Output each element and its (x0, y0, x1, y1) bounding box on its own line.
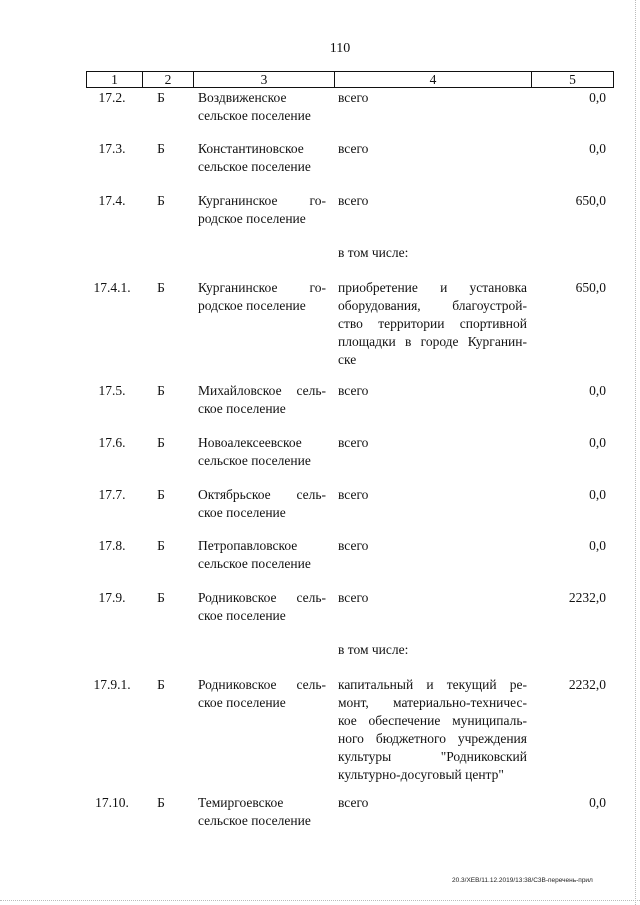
text-line: монт, материально-техничес- (338, 695, 527, 710)
row-number: 17.8. (98, 538, 126, 553)
amount-value: 0,0 (589, 795, 606, 810)
row-category: Б (157, 538, 165, 553)
scan-bottom-edge (0, 899, 640, 901)
text-line: площадки в городе Курганин- (338, 334, 527, 349)
settlement-name (198, 676, 326, 712)
text-line: родское поселение (198, 298, 306, 313)
row-category: Б (157, 383, 165, 398)
settlement-name (198, 537, 326, 573)
text-line: кое обеспечение муниципаль- (338, 713, 527, 728)
row-category: Б (157, 193, 165, 208)
text-line: всего (338, 435, 369, 450)
header-col-3: 3 (260, 72, 268, 87)
text-line: Курганинское го- (198, 280, 326, 295)
amount-value: 650,0 (575, 280, 606, 295)
amount-value: 0,0 (589, 141, 606, 156)
purpose-text (338, 279, 527, 369)
amount-value: 0,0 (589, 90, 606, 105)
text-line: культуры "Родниковский (338, 749, 527, 764)
text-line: сельское поселение (198, 813, 311, 828)
row-number: 17.10. (95, 795, 129, 810)
table-header-row (86, 71, 614, 88)
text-line: Петропавловское (198, 538, 298, 553)
text-line: сельское поселение (198, 453, 311, 468)
text-line: сельское поселение (198, 108, 311, 123)
row-category: Б (157, 487, 165, 502)
text-line: Константиновское (198, 141, 304, 156)
text-line: Новоалексеевское (198, 435, 302, 450)
row-number: 17.5. (98, 383, 126, 398)
purpose-text (338, 89, 527, 107)
text-line: всего (338, 141, 369, 156)
row-category: Б (157, 141, 165, 156)
purpose-text (338, 382, 527, 400)
text-line: Октябрьское сель- (198, 487, 326, 502)
header-col-4: 4 (429, 72, 437, 87)
row-number: 17.9.1. (93, 677, 131, 692)
settlement-name (198, 192, 326, 228)
amount-value: 0,0 (589, 487, 606, 502)
row-category: Б (157, 90, 165, 105)
row-number: 17.6. (98, 435, 126, 450)
row-number: 17.3. (98, 141, 126, 156)
row-category: Б (157, 280, 165, 295)
text-line: капитальный и текущий ре- (338, 677, 527, 692)
row-category: Б (157, 677, 165, 692)
text-line: Курганинское го- (198, 193, 326, 208)
text-line: ское поселение (198, 401, 286, 416)
text-line: ское поселение (198, 695, 286, 710)
purpose-text (338, 192, 527, 210)
header-col-1: 1 (111, 72, 118, 87)
row-number: 17.4. (98, 193, 126, 208)
footer-document-code: 20.3/ХЕВ/11.12.2019/13:38/С3В-перечень-прил (452, 877, 593, 884)
settlement-name (198, 589, 326, 625)
text-line: всего (338, 795, 369, 810)
text-line: родское поселение (198, 211, 306, 226)
page-number: 110 (329, 41, 351, 56)
row-number: 17.4.1. (93, 280, 131, 295)
header-col-5: 5 (569, 72, 576, 87)
text-line: всего (338, 590, 369, 605)
subheading-text: в том числе: (338, 245, 409, 260)
amount-value: 0,0 (589, 383, 606, 398)
text-line: Воздвиженское (198, 90, 287, 105)
text-line: Родниковское сель- (198, 590, 326, 605)
amount-value: 2232,0 (568, 677, 606, 692)
settlement-name (198, 279, 326, 315)
purpose-text (338, 589, 527, 607)
purpose-text (338, 676, 527, 784)
text-line: сельское поселение (198, 159, 311, 174)
text-line: Темиргоевское (198, 795, 284, 810)
settlement-name (198, 140, 326, 176)
row-category: Б (157, 590, 165, 605)
purpose-text (338, 140, 527, 158)
text-line: Михайловское сель- (198, 383, 326, 398)
text-line: всего (338, 538, 369, 553)
text-line: всего (338, 193, 369, 208)
purpose-text (338, 434, 527, 452)
scan-right-edge (634, 0, 636, 905)
purpose-text (338, 537, 527, 555)
purpose-text (338, 794, 527, 812)
text-line: ское поселение (198, 505, 286, 520)
row-category: Б (157, 795, 165, 810)
text-line: оборудования, благоустрой- (338, 298, 527, 313)
settlement-name (198, 486, 326, 522)
text-line: ске (338, 352, 357, 367)
text-line: приобретение и установка (338, 280, 527, 295)
row-category: Б (157, 435, 165, 450)
text-line: всего (338, 90, 369, 105)
text-line: ское поселение (198, 608, 286, 623)
amount-value: 2232,0 (568, 590, 606, 605)
text-line: ство территории спортивной (338, 316, 527, 331)
text-line: Родниковское сель- (198, 677, 326, 692)
settlement-name (198, 89, 326, 125)
text-line: всего (338, 383, 369, 398)
settlement-name (198, 794, 326, 830)
text-line: всего (338, 487, 369, 502)
amount-value: 650,0 (575, 193, 606, 208)
text-line: сельское поселение (198, 556, 311, 571)
settlement-name (198, 434, 326, 470)
text-line: ного бюджетного учреждения (338, 731, 527, 746)
row-number: 17.9. (98, 590, 126, 605)
row-number: 17.2. (98, 90, 126, 105)
row-number: 17.7. (98, 487, 126, 502)
subheading-text: в том числе: (338, 642, 409, 657)
purpose-text (338, 486, 527, 504)
settlement-name (198, 382, 326, 418)
text-line: культурно-досуговый центр" (338, 767, 504, 782)
header-col-2: 2 (164, 72, 172, 87)
amount-value: 0,0 (589, 435, 606, 450)
amount-value: 0,0 (589, 538, 606, 553)
